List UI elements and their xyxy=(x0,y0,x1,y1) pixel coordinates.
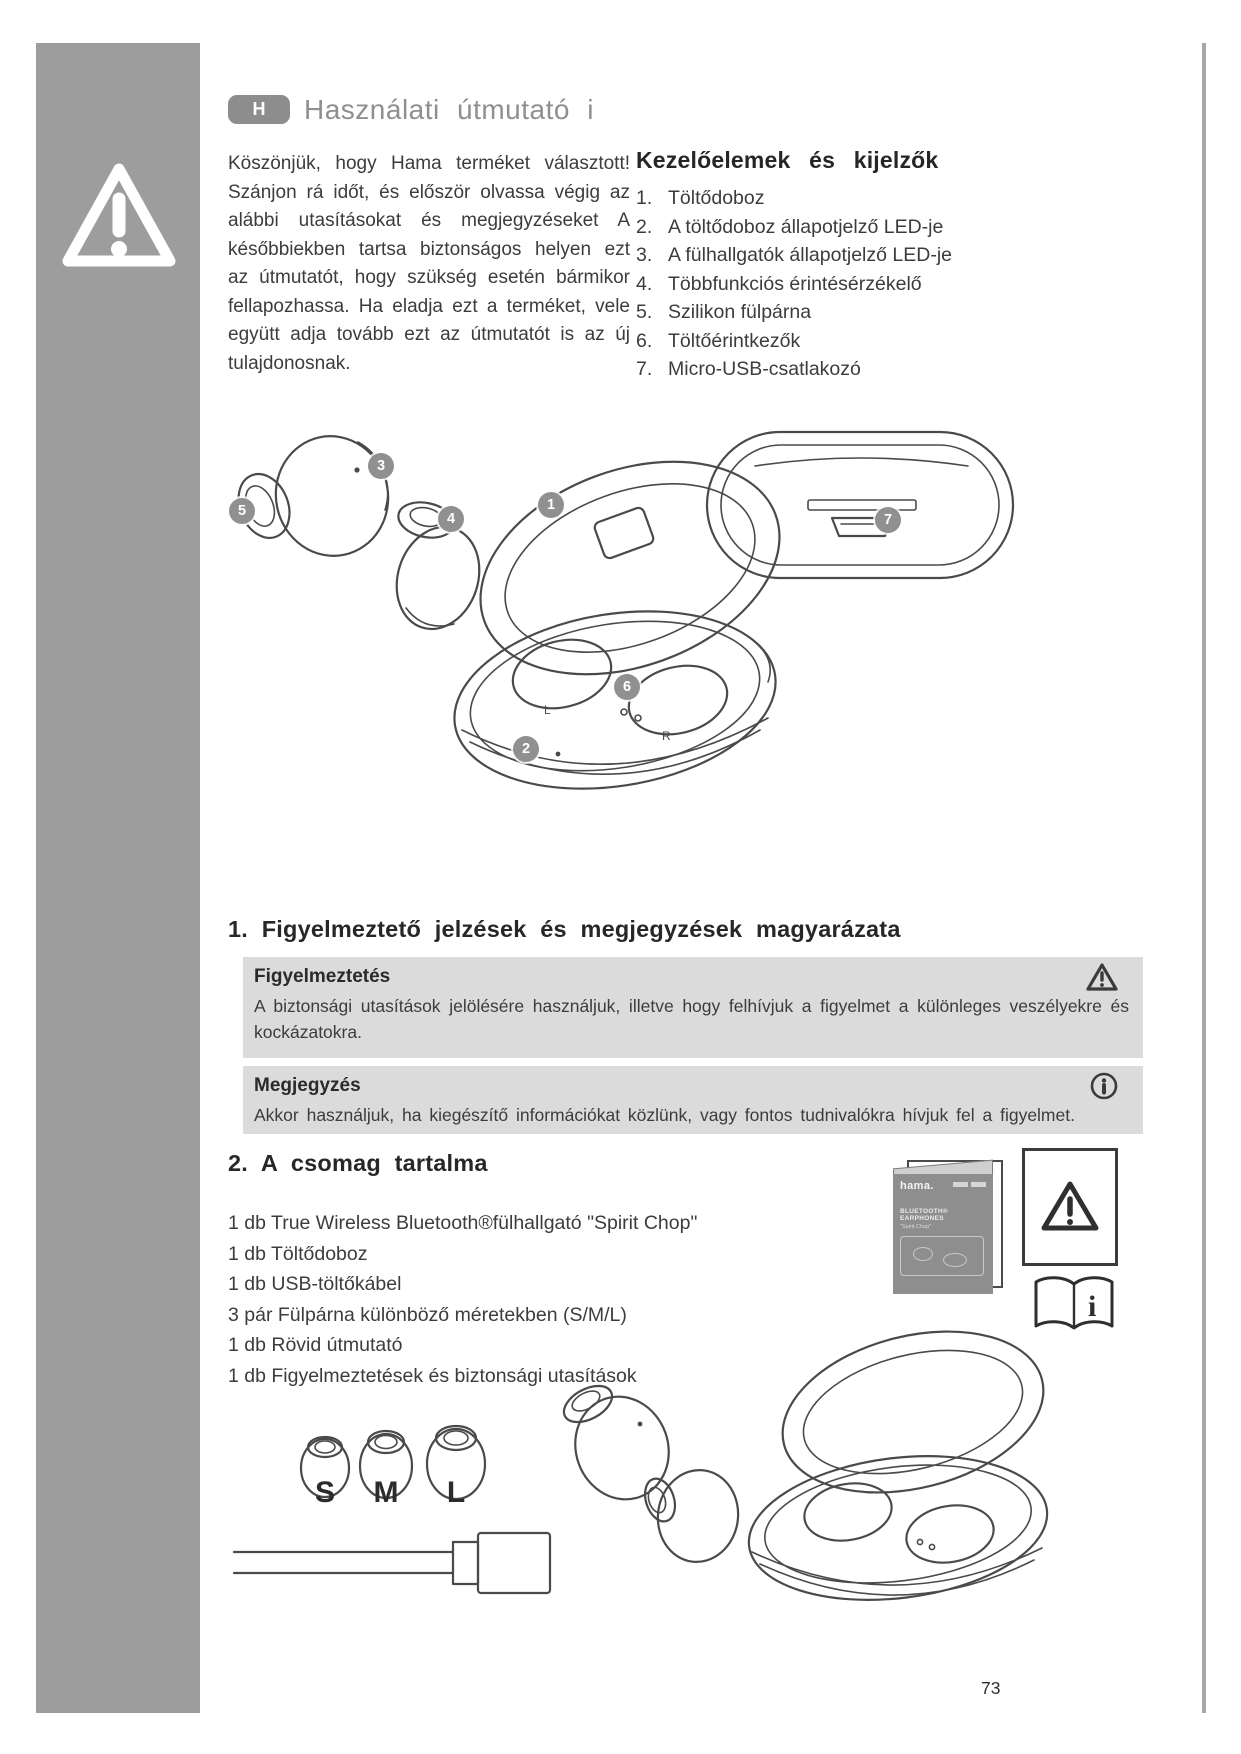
booklet-title: BLUETOOTH® EARPHONES xyxy=(900,1208,949,1222)
brand-logo: hama. xyxy=(900,1180,934,1192)
list-item: 1 db Figyelmeztetések és biztonsági utasítások xyxy=(228,1364,637,1387)
note-box xyxy=(243,1066,1143,1134)
callout-4: 4 xyxy=(438,506,464,532)
booklet-cover xyxy=(893,1174,993,1294)
open-case-illustration xyxy=(741,1320,1060,1616)
quick-guide-booklet-illustration xyxy=(893,1160,1005,1296)
left-well-mark: L xyxy=(544,703,551,717)
open-case-illustration xyxy=(442,423,810,810)
list-item: 2. A töltődoboz állapotjelző LED-je xyxy=(636,215,944,238)
callout-3: 3 xyxy=(368,453,394,479)
list-item: 1 db Rövid útmutató xyxy=(228,1334,403,1356)
eartip-size-s: S xyxy=(314,1476,336,1509)
list-item: 3 pár Fülpárna különböző méretekben (S/M/L) xyxy=(228,1303,627,1326)
eartip-size-m: M xyxy=(373,1476,399,1509)
list-item: 1 db True Wireless Bluetooth®fülhallgató "Spirit Chop" xyxy=(228,1212,698,1234)
language-badge: H xyxy=(228,95,290,124)
callout-6: 6 xyxy=(614,674,640,700)
warning-box-body: A biztonsági utasítások jelölésére használjuk, illetve hogy felhívjuk a figyelmet a különleges veszélyekre és kockázatokra. xyxy=(254,996,1129,1042)
controls-section xyxy=(636,147,1046,384)
cover-product-sketch xyxy=(900,1236,984,1276)
controls-heading: Kezelőelemek és kijelzők xyxy=(636,147,939,173)
page-number: 73 xyxy=(981,1678,1001,1698)
callout-2: 2 xyxy=(513,736,539,762)
cover-bars xyxy=(953,1180,986,1187)
booklet-subtitle: "Spirit Chop" xyxy=(900,1224,932,1230)
package-contents-illustration xyxy=(220,1320,1060,1620)
svg-text:i: i xyxy=(1088,1290,1097,1323)
earbud-side-illustration xyxy=(229,426,399,567)
eartips-illustration xyxy=(301,1426,485,1509)
section2-heading: 2. A csomag tartalma xyxy=(228,1150,488,1176)
note-box-title: Megjegyzés xyxy=(254,1075,361,1096)
list-item: 3. A fülhallgatók állapotjelző LED-je xyxy=(636,244,953,266)
list-item: 1. Töltődoboz xyxy=(636,187,765,209)
right-well-mark: R xyxy=(662,729,671,743)
page-title: Használati útmutató i xyxy=(304,94,594,125)
list-item: 7. Micro-USB-csatlakozó xyxy=(636,358,861,380)
list-item: 1 db Töltődoboz xyxy=(228,1242,368,1265)
list-item: 5. Szilikon fülpárna xyxy=(636,301,812,323)
earbud-pair-illustration xyxy=(558,1379,744,1568)
eartip-size-l: L xyxy=(446,1476,466,1509)
usb-cable-illustration xyxy=(234,1533,550,1593)
list-item: 1 db USB-töltőkábel xyxy=(228,1273,402,1295)
sidebar-band xyxy=(36,43,200,1713)
warning-triangle-icon xyxy=(1085,962,1119,992)
warning-box xyxy=(243,957,1143,1058)
page-edge-rule xyxy=(1202,43,1206,1713)
list-item: 4. Többfunkciós érintésérzékelő xyxy=(636,272,922,295)
callout-7: 7 xyxy=(875,507,901,533)
section1-heading: 1. Figyelmeztető jelzések és megjegyzések magyarázata xyxy=(228,916,901,942)
intro-paragraph: Köszönjük, hogy Hama terméket választott! Szánjon rá időt, és először olvassa végig az alábbi utasításokat és megjegyzéseket A későbbiekben tartsa biztonságos helyen ezt az útmutatót, hogy szükség esetén bármikor fellapozhassa. Ha eladja ezt a terméket, vele együtt adja tovább ezt az útmutatót is az új tulajdonosnak. xyxy=(228,153,630,374)
warning-triangle-icon xyxy=(1040,1179,1100,1235)
callout-5: 5 xyxy=(229,498,255,524)
product-diagram-illustration xyxy=(210,418,1050,810)
safety-sheet-illustration xyxy=(1022,1148,1118,1266)
warning-triangle-icon xyxy=(60,159,178,277)
note-box-body: Akkor használjuk, ha kiegészítő információkat közlünk, vagy fontos tudnivalókra hívjuk fel a figyelmet. xyxy=(254,1105,1075,1125)
warning-box-title: Figyelmeztetés xyxy=(254,966,391,987)
info-icon xyxy=(1089,1071,1119,1101)
list-item: 6. Töltőérintkezők xyxy=(636,329,801,352)
callout-1: 1 xyxy=(538,492,564,518)
